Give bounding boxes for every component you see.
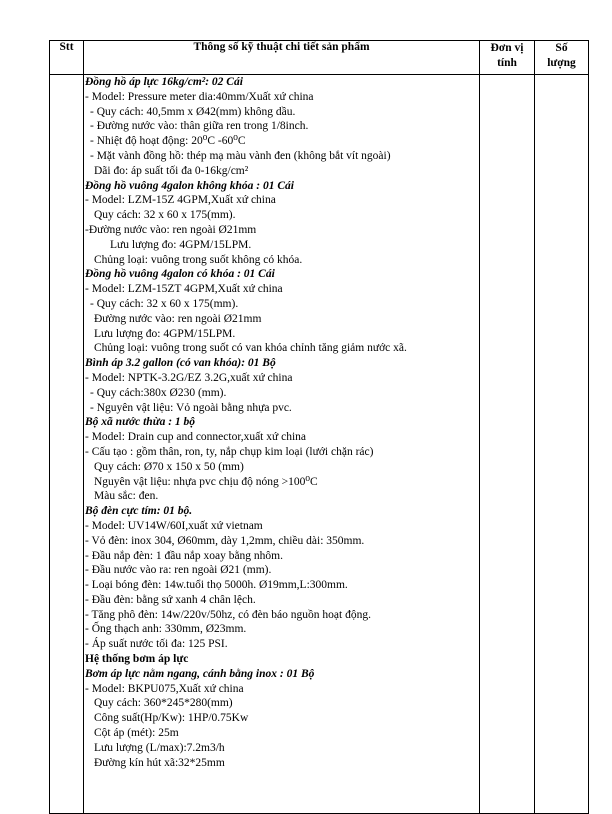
description-cell (84, 75, 480, 814)
spec-line: Màu sắc: đen. (94, 490, 159, 503)
spec-line: Lưu lượng đo: 4GPM/15LPM. (94, 327, 236, 340)
spec-line: - Model: UV14W/60I,xuất xứ vietnam (85, 519, 263, 532)
spec-line: - Tăng phô đèn: 14w/220v/50hz, có đèn báo nguồn hoạt động. (85, 608, 371, 621)
header-stt: Stt (50, 41, 84, 75)
spec-line: - Đầu đèn: bằng sứ xanh 4 chân lệch. (85, 593, 256, 606)
unit-cell (480, 75, 535, 814)
header-quantity-line1: Số (555, 42, 568, 54)
spec-lines (84, 75, 479, 770)
spec-line: - Cấu tạo : gồm thân, ron, ty, nắp chụp kim loại (lưới chặn rác) (85, 445, 374, 458)
spec-heading: Bơm áp lực nằm ngang, cánh bằng inox : 01 Bộ (85, 667, 315, 680)
spec-line: - Đầu nắp đèn: 1 đầu nắp xoay bằng nhôm. (85, 549, 284, 562)
spec-heading: Đồng hồ áp lực 16kg/cm²: 02 Cái (85, 76, 243, 88)
spec-heading: Bình áp 3.2 gallon (có van khóa): 01 Bộ (85, 357, 276, 370)
spec-line: - Model: Drain cup and connector,xuất xứ china (85, 431, 307, 444)
header-description: Thông số kỹ thuật chi tiết sản phẩm (84, 41, 480, 75)
spec-line: - Đầu nước vào ra: ren ngoài Ø21 (mm). (85, 564, 272, 577)
spec-line: Quy cách: Ø70 x 150 x 50 (mm) (94, 460, 244, 473)
header-quantity-line2: lượng (547, 57, 576, 69)
spec-line: - Quy cách: 32 x 60 x 175(mm). (90, 297, 239, 310)
spec-line: - Nguyên vật liệu: Vỏ ngoài bằng nhựa pvc. (90, 401, 292, 414)
spec-line: Dãi đo: áp suất tối đa 0-16kg/cm² (94, 164, 249, 177)
spec-heading: Bộ đèn cực tím: 01 bộ. (85, 505, 193, 518)
spec-heading: Đồng hồ vuông 4galon không khóa : 01 Cái (85, 179, 294, 192)
spec-line: - Áp suất nước tối đa: 125 PSI. (85, 638, 228, 651)
quantity-cell (535, 75, 589, 814)
spec-line: - Vỏ đèn: inox 304, Ø60mm, dày 1,2mm, chiều dài: 350mm. (85, 534, 365, 547)
spec-line: Quy cách: 360*245*280(mm) (94, 697, 233, 710)
spec-line: - Model: LZM-15Z 4GPM,Xuất xứ china (85, 194, 276, 207)
spec-line: - Nhiệt độ hoạt động: 20⁰C -60⁰C (90, 135, 246, 148)
header-unit-line1: Đơn vị (490, 42, 524, 54)
spec-line: - Model: LZM-15ZT 4GPM,Xuất xứ china (85, 283, 283, 296)
spec-line: Lưu lượng (L/max):7.2m3/h (94, 741, 225, 754)
spec-line: Lưu lượng đo: 4GPM/15LPM. (110, 238, 252, 251)
spec-line: Cột áp (mét): 25m (94, 727, 179, 740)
spec-table (49, 40, 589, 814)
spec-line: Công suất(Hp/Kw): 1HP/0.75Kw (94, 712, 249, 725)
spec-line: - Mặt vành đồng hồ: thép mạ màu vành đen (không bắt vít ngoài) (90, 149, 391, 162)
spec-line: - Ống thạch anh: 330mm, Ø23mm. (85, 623, 247, 636)
spec-line: Chủng loại: vuông trong suốt có van khóa chỉnh tăng giảm nước xã. (94, 342, 407, 355)
spec-heading: Bộ xã nước thừa : 1 bộ (85, 416, 196, 429)
spec-line: - Model: NPTK-3.2G/EZ 3.2G,xuất xứ china (85, 371, 293, 384)
spec-line: - Quy cách: 40,5mm x Ø42(mm) không dầu. (90, 105, 296, 118)
spec-line: Đường nước vào: ren ngoài Ø21mm (94, 312, 262, 325)
spec-line: -Đường nước vào: ren ngoài Ø21mm (85, 223, 257, 236)
spec-line: - Quy cách:380x Ø230 (mm). (90, 386, 227, 399)
spec-line: - Model: Pressure meter dia:40mm/Xuất xứ china (85, 90, 314, 103)
body-row (50, 75, 589, 814)
spec-line: Quy cách: 32 x 60 x 175(mm). (94, 209, 236, 222)
header-quantity (535, 41, 589, 75)
spec-heading: Hệ thống bơm áp lực (85, 653, 189, 666)
spec-line: Chủng loại: vuông trong suốt không có khóa. (94, 253, 303, 266)
header-row (50, 41, 589, 75)
spec-line: - Model: BKPU075,Xuất xứ china (85, 682, 244, 695)
header-unit (480, 41, 535, 75)
spec-line: - Loại bóng đèn: 14w.tuổi thọ 5000h. Ø19mm,L:300mm. (85, 579, 348, 592)
header-unit-line2: tính (497, 57, 517, 69)
stt-cell (50, 75, 84, 814)
spec-line: - Đường nước vào: thân giữa ren trong 1/8inch. (90, 120, 309, 133)
spec-line: Đường kín hút xã:32*25mm (94, 756, 225, 769)
spec-line: Nguyên vật liệu: nhựa pvc chịu độ nóng >100⁰C (94, 475, 318, 488)
spec-heading: Đồng hồ vuông 4galon có khóa : 01 Cái (85, 268, 275, 281)
